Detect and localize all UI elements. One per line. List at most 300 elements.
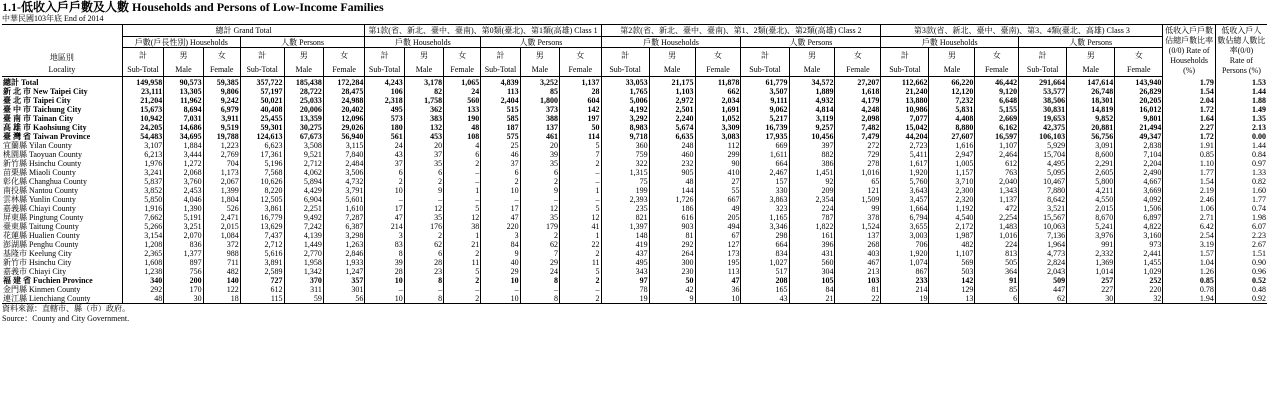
rate-h-line: 低收入戶戶數	[1165, 25, 1214, 35]
value-cell: 37	[365, 159, 404, 168]
value-cell: 24	[365, 141, 404, 150]
subheader-zh: 女	[203, 48, 240, 63]
value-cell: 46,442	[975, 77, 1019, 88]
value-cell: 6	[404, 249, 443, 258]
subheader-en: Female	[835, 62, 881, 77]
table-row	[2, 258, 1267, 267]
value-cell: 8	[404, 294, 443, 304]
value-cell: 2	[559, 294, 601, 304]
value-cell: 8,600	[1067, 150, 1115, 159]
value-cell: 1.10	[1163, 159, 1215, 168]
value-cell: 460	[649, 150, 695, 159]
value-cell: 1,157	[929, 168, 975, 177]
value-cell: 362	[404, 105, 443, 114]
value-cell: 9	[404, 186, 443, 195]
value-cell: 304	[789, 267, 835, 276]
value-cell: 75	[601, 177, 649, 186]
value-cell: 4,429	[284, 186, 323, 195]
value-cell: 2,318	[365, 96, 404, 105]
value-cell: 170	[164, 285, 203, 294]
value-cell: 560	[444, 96, 481, 105]
value-cell: 2,354	[789, 195, 835, 204]
value-cell: 224	[789, 204, 835, 213]
value-cell: 1.94	[1163, 294, 1215, 304]
value-cell: 5,601	[323, 195, 365, 204]
value-cell: 1,014	[1067, 267, 1115, 276]
value-cell: 85	[520, 87, 559, 96]
value-cell: 357	[323, 276, 365, 285]
value-cell: 291,664	[1019, 77, 1067, 88]
value-cell: 298	[741, 231, 789, 240]
value-cell: 16,012	[1115, 105, 1163, 114]
persons-header: 人數 Persons	[481, 37, 601, 48]
value-cell: 9,852	[1067, 114, 1115, 123]
value-cell: 37	[481, 159, 520, 168]
locality-header-zh: 地區別	[49, 53, 74, 62]
value-cell: 39	[365, 258, 404, 267]
value-cell: 2,015	[1067, 204, 1115, 213]
value-cell: 1.35	[1215, 114, 1267, 123]
value-cell: 148	[601, 231, 649, 240]
value-cell: 233	[881, 276, 929, 285]
value-cell: 7	[520, 249, 559, 258]
subheader-zh: 女	[1115, 48, 1163, 63]
value-cell: 90,573	[164, 77, 203, 88]
subheader-zh: 計	[240, 48, 284, 63]
value-cell: 12	[444, 213, 481, 222]
value-cell: 1	[444, 231, 481, 240]
value-cell: 1,765	[601, 87, 649, 96]
value-cell: 90	[695, 159, 741, 168]
subheader-en: Male	[164, 62, 203, 77]
value-cell: 28,722	[284, 87, 323, 96]
value-cell: 2,404	[481, 96, 520, 105]
value-cell: 53,577	[1019, 87, 1067, 96]
value-cell: 2,441	[1115, 249, 1163, 258]
page	[2, 0, 1267, 406]
value-cell: 28	[559, 87, 601, 96]
value-cell: 103	[835, 276, 881, 285]
value-cell: 2	[404, 231, 443, 240]
households-header: 戶數(戶長性別) Households	[122, 37, 240, 48]
value-cell: 4,179	[835, 96, 881, 105]
value-cell: 2,846	[323, 249, 365, 258]
value-cell: 26,748	[1067, 87, 1115, 96]
value-cell: 1,390	[164, 204, 203, 213]
value-cell: 370	[284, 276, 323, 285]
subheader-en: Female	[203, 62, 240, 77]
value-cell: 3	[481, 231, 520, 240]
value-cell: 2,501	[649, 105, 695, 114]
value-cell: 2,972	[649, 96, 695, 105]
value-cell: 1,800	[520, 96, 559, 105]
value-cell: 1,247	[323, 267, 365, 276]
value-cell: 2.71	[1163, 213, 1215, 222]
value-cell: 323	[741, 204, 789, 213]
value-cell: 1.26	[1163, 267, 1215, 276]
value-cell: 187	[481, 123, 520, 132]
value-cell: 48	[122, 294, 164, 304]
value-cell: 1,238	[122, 267, 164, 276]
households-header: 戶數 Households	[881, 37, 1019, 48]
value-cell: 62	[1019, 294, 1067, 304]
table-row	[2, 177, 1267, 186]
value-cell: 3	[365, 231, 404, 240]
value-cell: 517	[741, 267, 789, 276]
value-cell: 84	[481, 240, 520, 249]
locality-cell: 彰化縣 Changhua County	[3, 177, 87, 186]
value-cell: 3,508	[284, 141, 323, 150]
value-cell: 612	[240, 285, 284, 294]
value-cell: 2.46	[1163, 195, 1215, 204]
value-cell: 1.54	[1163, 87, 1215, 96]
persons-header: 人數 Persons	[1019, 37, 1163, 48]
value-cell: 272	[835, 141, 881, 150]
value-cell: 4,211	[1067, 186, 1115, 195]
value-cell: 397	[789, 141, 835, 150]
value-cell: 172,284	[323, 77, 365, 88]
value-cell: 30,275	[284, 123, 323, 132]
value-cell: 3,298	[323, 231, 365, 240]
value-cell: 5,929	[1019, 141, 1067, 150]
value-cell: 3,891	[240, 258, 284, 267]
value-cell: 173	[695, 249, 741, 258]
value-cell: 706	[881, 240, 929, 249]
value-cell: 3,911	[203, 114, 240, 123]
value-cell: 14,819	[1067, 105, 1115, 114]
value-cell: 9,062	[741, 105, 789, 114]
value-cell: 1,822	[789, 222, 835, 231]
value-cell: 2,070	[164, 231, 203, 240]
value-cell: 3,292	[601, 114, 649, 123]
value-cell: 133	[444, 105, 481, 114]
value-cell: 56,940	[323, 132, 365, 141]
value-cell: 5,095	[1019, 168, 1067, 177]
value-cell: 1,016	[975, 231, 1019, 240]
value-cell: 35	[404, 213, 443, 222]
value-cell: 6	[404, 168, 443, 177]
value-cell: 15,704	[1019, 150, 1067, 159]
value-cell: –	[559, 285, 601, 294]
value-cell: 4,839	[481, 77, 520, 88]
locality-cell: 臺 南 市 Tainan City	[3, 114, 74, 123]
value-cell: 28	[365, 267, 404, 276]
subheader-en: Male	[789, 62, 835, 77]
value-cell: 66,220	[929, 77, 975, 88]
table-row	[2, 96, 1267, 105]
value-cell: 1,272	[164, 159, 203, 168]
value-cell: 1,664	[881, 204, 929, 213]
subheader-zh: 女	[695, 48, 741, 63]
value-cell: 813	[975, 249, 1019, 258]
value-cell: 1.51	[1215, 249, 1267, 258]
value-cell: 3,107	[122, 141, 164, 150]
value-cell: 5,837	[122, 177, 164, 186]
table-row	[2, 186, 1267, 195]
value-cell: 24,205	[122, 123, 164, 132]
value-cell: 2.54	[1163, 231, 1215, 240]
table-row	[2, 77, 1267, 88]
value-cell: 26,829	[1115, 87, 1163, 96]
value-cell: 3,115	[323, 141, 365, 150]
locality-cell: 南投縣 Nantou County	[3, 186, 79, 195]
value-cell: 8	[520, 294, 559, 304]
value-cell: 165	[741, 285, 789, 294]
value-cell: 1,263	[323, 240, 365, 249]
value-cell: 5	[444, 267, 481, 276]
subheader-en: Sub-Total	[365, 62, 404, 77]
value-cell: 81	[649, 231, 695, 240]
value-cell: 3,669	[1115, 186, 1163, 195]
value-cell: 10	[481, 186, 520, 195]
rate-p-line: 率(0/0)	[1229, 45, 1254, 55]
value-cell: 1.79	[1163, 77, 1215, 88]
value-cell: 1,483	[975, 222, 1019, 231]
value-cell: 515	[481, 105, 520, 114]
value-cell: 1,107	[975, 141, 1019, 150]
value-cell: 18,301	[1067, 96, 1115, 105]
value-cell: 13,629	[240, 222, 284, 231]
value-cell: 17	[481, 204, 520, 213]
value-cell: 1	[559, 186, 601, 195]
table-row	[2, 168, 1267, 177]
value-cell: 2.23	[1215, 231, 1267, 240]
value-cell: 2,300	[929, 186, 975, 195]
value-cell: 1	[444, 186, 481, 195]
value-cell: 10,942	[122, 114, 164, 123]
value-cell: 1,524	[835, 222, 881, 231]
subheader-zh: 男	[284, 48, 323, 63]
value-cell: 54,483	[122, 132, 164, 141]
subheader-en: Female	[323, 62, 365, 77]
value-cell: 1,397	[601, 222, 649, 231]
value-cell: –	[404, 195, 443, 204]
value-cell: 1,377	[164, 249, 203, 258]
value-cell: 2,098	[835, 114, 881, 123]
subheader-en: Female	[444, 62, 481, 77]
value-cell: 40	[481, 258, 520, 267]
value-cell: 3,091	[1067, 141, 1115, 150]
value-cell: 257	[1067, 276, 1115, 285]
value-cell: 3,444	[164, 150, 203, 159]
value-cell: 62	[520, 240, 559, 249]
value-cell: 2	[559, 276, 601, 285]
value-cell: 396	[789, 240, 835, 249]
value-cell: 213	[835, 267, 881, 276]
value-cell: 179	[520, 222, 559, 231]
value-cell: 8,983	[601, 123, 649, 132]
value-cell: 7,880	[1019, 186, 1067, 195]
value-cell: 5,831	[929, 105, 975, 114]
value-cell: 84	[789, 285, 835, 294]
value-cell: 787	[789, 213, 835, 222]
value-cell: 97	[601, 276, 649, 285]
locality-cell: 福 建 省 Fuchien Province	[3, 276, 93, 285]
value-cell: –	[365, 285, 404, 294]
value-cell: 2,172	[929, 222, 975, 231]
subheader-zh: 計	[481, 48, 520, 63]
value-cell: 704	[203, 159, 240, 168]
value-cell: 1,449	[284, 240, 323, 249]
value-cell: 140	[203, 276, 240, 285]
value-cell: 59,385	[203, 77, 240, 88]
value-cell: 157	[741, 177, 789, 186]
value-cell: 39	[520, 150, 559, 159]
value-cell: 264	[649, 249, 695, 258]
value-cell: 3,655	[881, 222, 929, 231]
value-cell: 30	[1067, 294, 1115, 304]
value-cell: 22	[835, 294, 881, 304]
value-cell: 3,252	[520, 77, 559, 88]
value-cell: 1,074	[881, 258, 929, 267]
value-cell: 10,063	[1019, 222, 1067, 231]
value-cell: 1,889	[789, 87, 835, 96]
value-cell: 3,154	[122, 231, 164, 240]
value-cell: 61,779	[741, 77, 789, 88]
value-cell: 67,673	[284, 132, 323, 141]
value-cell: 1,029	[1115, 267, 1163, 276]
value-cell: 12	[404, 204, 443, 213]
value-cell: 83	[365, 240, 404, 249]
value-cell: 10	[695, 294, 741, 304]
value-cell: 10	[365, 294, 404, 304]
value-cell: 756	[164, 267, 203, 276]
value-cell: 12	[520, 204, 559, 213]
value-cell: 106,103	[1019, 132, 1067, 141]
value-cell: 300	[649, 258, 695, 267]
subheader-en: Male	[1067, 62, 1115, 77]
value-cell: 3,710	[929, 177, 975, 186]
value-cell: 9	[481, 249, 520, 258]
value-cell: 42	[649, 285, 695, 294]
value-cell: 48	[649, 177, 695, 186]
value-cell: 2.04	[1163, 96, 1215, 105]
value-cell: 1.77	[1215, 195, 1267, 204]
value-cell: 1,103	[649, 87, 695, 96]
value-cell: 143,940	[1115, 77, 1163, 88]
value-cell: 2,040	[975, 177, 1019, 186]
value-cell: 0.00	[1215, 132, 1267, 141]
page-subtitle: 中華民國103年底 End of 2014	[2, 14, 1267, 25]
value-cell: 235	[601, 204, 649, 213]
value-cell: 431	[789, 249, 835, 258]
value-cell: 7,104	[1115, 150, 1163, 159]
value-cell: 27,207	[835, 77, 881, 88]
value-cell: 5	[559, 267, 601, 276]
value-cell: 38,506	[1019, 96, 1067, 105]
value-cell: 311	[284, 285, 323, 294]
value-cell: 142	[929, 276, 975, 285]
value-cell: 19,653	[1019, 114, 1067, 123]
value-cell: 1,920	[881, 249, 929, 258]
value-cell: 7,568	[240, 168, 284, 177]
locality-cell: 臺 灣 省 Taiwan Province	[3, 132, 91, 141]
value-cell: 15,567	[1019, 213, 1067, 222]
value-cell: 8,642	[1019, 195, 1067, 204]
value-cell: 503	[929, 267, 975, 276]
value-cell: 9,257	[789, 123, 835, 132]
value-cell: 729	[835, 150, 881, 159]
value-cell: 1,165	[741, 213, 789, 222]
value-cell: 18	[203, 294, 240, 304]
subheader-en: Sub-Total	[741, 62, 789, 77]
value-cell: 92	[789, 177, 835, 186]
subheader-zh: 女	[835, 48, 881, 63]
value-cell: 472	[975, 204, 1019, 213]
value-cell: 24	[444, 87, 481, 96]
value-cell: 8,220	[240, 186, 284, 195]
group-header-class3: 第3款(省、新北、臺中、臺南)、第3、4類(臺北、高雄) Class 3	[881, 25, 1163, 37]
value-cell: 1,506	[1115, 204, 1163, 213]
subheader-en: Sub-Total	[122, 62, 164, 77]
value-cell: 1,958	[284, 258, 323, 267]
value-cell: 132	[404, 123, 443, 132]
value-cell: 208	[741, 276, 789, 285]
value-cell: 7,077	[881, 114, 929, 123]
value-cell: 10,467	[1019, 177, 1067, 186]
value-cell: 44,204	[881, 132, 929, 141]
value-cell: 114	[559, 132, 601, 141]
value-cell: 29	[481, 267, 520, 276]
rate-p-line: Rate of	[1229, 55, 1254, 65]
value-cell: 447	[1019, 285, 1067, 294]
value-cell: 10,626	[240, 177, 284, 186]
value-cell: 4,732	[323, 177, 365, 186]
value-cell: 6	[520, 168, 559, 177]
value-cell: 17,361	[240, 150, 284, 159]
value-cell: 1,884	[164, 141, 203, 150]
value-cell: 11	[444, 258, 481, 267]
value-cell: 482	[203, 267, 240, 276]
value-cell: 378	[835, 213, 881, 222]
value-cell: 0.78	[1163, 285, 1215, 294]
value-cell: 20	[520, 141, 559, 150]
value-cell: 50	[649, 276, 695, 285]
value-cell: 199	[601, 186, 649, 195]
value-cell: –	[481, 285, 520, 294]
value-cell: 25,033	[284, 96, 323, 105]
value-cell: 27,607	[929, 132, 975, 141]
value-cell: 1,052	[695, 114, 741, 123]
value-cell: 0.52	[1215, 276, 1267, 285]
table-row	[2, 222, 1267, 231]
locality-cell: 苗栗縣 Miaoli County	[3, 168, 76, 177]
value-cell: 2.19	[1163, 186, 1215, 195]
locality-cell: 宜蘭縣 Yilan County	[3, 141, 72, 150]
value-cell: 57,197	[240, 87, 284, 96]
value-cell: 3,346	[741, 222, 789, 231]
value-cell: 2,240	[649, 114, 695, 123]
value-cell: 7	[559, 150, 601, 159]
value-cell: 62	[404, 240, 443, 249]
value-cell: 56	[323, 294, 365, 304]
source-note-zh: 資料來源：直轄市、縣（市）政府。	[2, 304, 130, 313]
value-cell: 8	[404, 276, 443, 285]
value-cell: 5	[559, 204, 601, 213]
value-cell: 9,718	[601, 132, 649, 141]
value-cell: 301	[323, 285, 365, 294]
value-cell: 9,801	[1115, 114, 1163, 123]
subheader-zh: 女	[559, 48, 601, 63]
value-cell: 12,096	[323, 114, 365, 123]
value-cell: 1.64	[1163, 114, 1215, 123]
value-cell: 2,291	[1067, 159, 1115, 168]
value-cell: 2,043	[1019, 267, 1067, 276]
page-title: 1.1-低收入戶戶數及人數 Households and Persons of Low-Income Families	[2, 0, 384, 14]
value-cell: 99	[835, 204, 881, 213]
value-cell: 330	[741, 186, 789, 195]
locality-cell: 總計 Total	[3, 78, 39, 87]
